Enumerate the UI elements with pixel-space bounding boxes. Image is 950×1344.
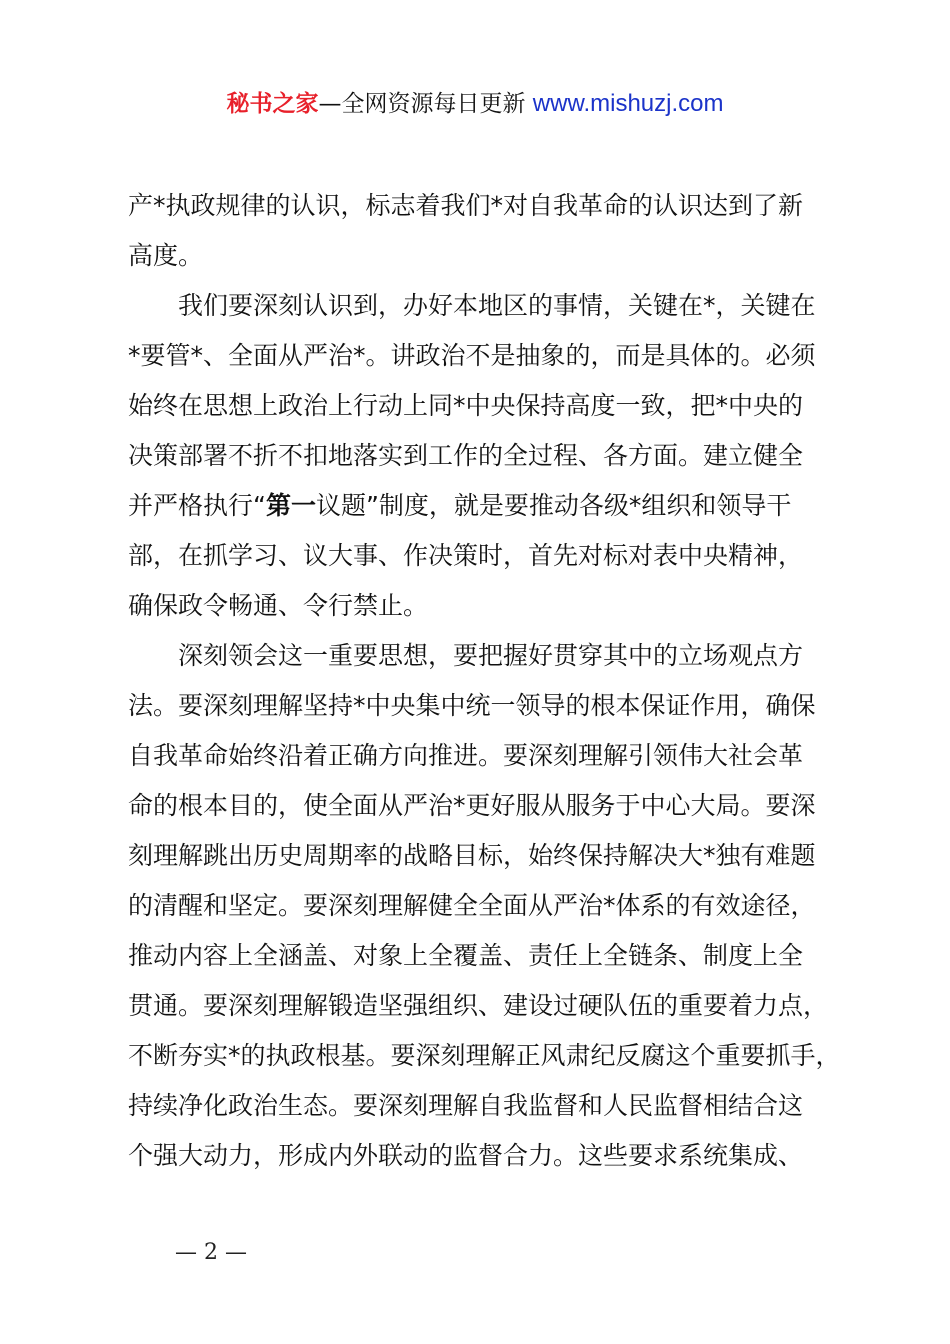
header-tagline: —全网资源每日更新 — [318, 91, 526, 117]
text-line: 始终在思想上政治上行动上同*中央保持高度一致，把*中央的 — [128, 391, 804, 420]
text-line: 确保政令畅通、令行禁止。 — [128, 591, 429, 620]
text-line: 贯通。要深刻理解锻造坚强组织、建设过硬队伍的重要着力点， — [128, 991, 829, 1020]
site-header — [0, 86, 950, 122]
text-line-with-bold — [128, 481, 791, 531]
text-line: 法。要深刻理解坚持*中央集中统一领导的根本保证作用，确保 — [128, 691, 816, 720]
bold-text: 第一 — [265, 491, 316, 520]
text-line: 刻理解跳出历史周期率的战略目标，始终保持解决大*独有难题 — [128, 841, 816, 870]
text-line: 的清醒和坚定。要深刻理解健全全面从严治*体系的有效途径， — [128, 891, 816, 920]
text-line: 深刻领会这一重要思想，要把握好贯穿其中的立场观点方 — [128, 641, 804, 670]
text-line: 决策部署不折不扣地落实到工作的全过程、各方面。建立健全 — [128, 441, 804, 470]
text-line: *要管*、全面从严治*。讲政治不是抽象的，而是具体的。必须 — [128, 341, 816, 370]
text-line: 部，在抓学习、议大事、作决策时，首先对标对表中央精神， — [128, 541, 804, 570]
text-line: 持续净化政治生态。要深刻理解自我监督和人民监督相结合这 — [128, 1091, 804, 1120]
text-line: 自我革命始终沿着正确方向推进。要深刻理解引领伟大社会革 — [128, 741, 804, 770]
text-line: 不断夯实*的执政根基。要深刻理解正风肃纪反腐这个重要抓手， — [128, 1041, 841, 1070]
text-segment: 并严格执行“ — [128, 491, 266, 520]
page-number: — 2 — — [175, 1240, 247, 1265]
site-url[interactable]: www.mishuzj.com — [532, 90, 724, 117]
text-line: 推动内容上全涵盖、对象上全覆盖、责任上全链条、制度上全 — [128, 941, 804, 970]
text-segment: 议题”制度，就是要推动各级*组织和领导干 — [315, 491, 792, 520]
text-line: 命的根本目的，使全面从严治*更好服从服务于中心大局。要深 — [128, 791, 816, 820]
brand-name: 秘书之家 — [226, 91, 319, 117]
text-line: 我们要深刻认识到，办好本地区的事情，关键在*，关键在 — [128, 291, 816, 320]
text-line: 产*执政规律的认识，标志着我们*对自我革命的认识达到了新 — [128, 191, 804, 220]
text-line: 个强大动力，形成内外联动的监督合力。这些要求系统集成、 — [128, 1141, 804, 1170]
text-line: 高度。 — [128, 241, 204, 270]
